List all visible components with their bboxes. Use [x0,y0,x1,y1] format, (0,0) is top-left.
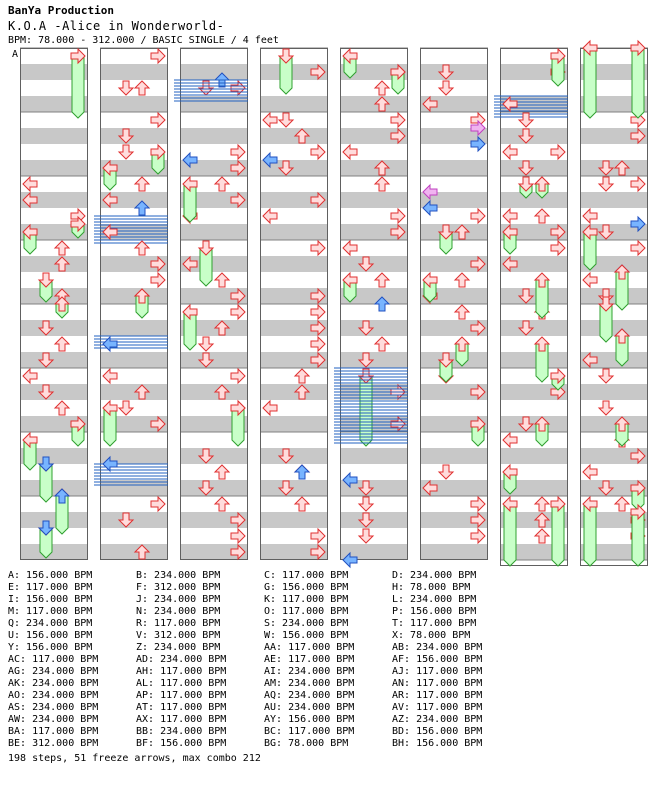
bpm-entry: AJ: 117.000 BPM [392,666,483,677]
beat-stripe [420,448,488,464]
beat-stripe [100,288,168,304]
beat-stripe [500,448,568,464]
beat-stripe [500,128,568,144]
bpm-entry: B: 234.000 BPM [136,570,221,581]
beat-stripe [100,512,168,528]
beat-stripe [260,416,328,432]
bpm-entry: AC: 117.000 BPM [8,654,99,665]
bpm-entry: AU: 234.000 BPM [264,702,355,713]
beat-stripe [500,160,568,176]
beat-stripe [100,128,168,144]
beat-stripe [20,288,88,304]
beat-stripe [580,160,648,176]
beat-stripe [260,224,328,240]
bpm-entry: BH: 156.000 BPM [392,738,483,749]
bpm-entry: AI: 234.000 BPM [264,666,355,677]
freeze-arrow [632,48,644,118]
header-producer: BanYa Production [8,4,114,17]
freeze-arrow [584,504,596,566]
bpm-entry: AO: 234.000 BPM [8,690,99,701]
bpm-entry: K: 117.000 BPM [264,594,349,605]
beat-stripe [500,416,568,432]
beat-stripe [580,416,648,432]
beat-stripe [260,256,328,272]
beat-stripe [340,96,408,112]
beat-stripe [180,480,248,496]
beat-stripe [500,288,568,304]
beat-stripe [180,128,248,144]
bpm-entry: P: 156.000 BPM [392,606,477,617]
beat-stripe [180,448,248,464]
bpm-entry: BG: 78.000 BPM [264,738,349,749]
beat-stripe [20,512,88,528]
beat-stripe [260,384,328,400]
beat-stripe [100,352,168,368]
bpm-entry: F: 312.000 BPM [136,582,221,593]
bpm-entry: AR: 117.000 BPM [392,690,483,701]
bpm-entry: AG: 234.000 BPM [8,666,99,677]
bpm-entry: AF: 156.000 BPM [392,654,483,665]
bpm-entry: O: 117.000 BPM [264,606,349,617]
bpm-entry: X: 78.000 BPM [392,630,471,641]
bpm-entry: AZ: 234.000 BPM [392,714,483,725]
beat-stripe [20,128,88,144]
beat-stripe [180,352,248,368]
beat-stripe [500,192,568,208]
beat-stripe [340,320,408,336]
bpm-entry: AQ: 234.000 BPM [264,690,355,701]
freeze-arrow [632,512,644,566]
chart-info: BPM: 78.000 - 312.000 / BASIC SINGLE / 4 feet [8,35,279,46]
beat-stripe [580,384,648,400]
beat-stripe [420,160,488,176]
beat-stripe [580,320,648,336]
beat-stripe [500,320,568,336]
beat-stripe [20,480,88,496]
bpm-entry: C: 117.000 BPM [264,570,349,581]
beat-stripe [260,512,328,528]
bpm-entry: AS: 234.000 BPM [8,702,99,713]
beat-stripe [340,448,408,464]
beat-stripe [500,352,568,368]
beat-stripe [580,288,648,304]
bpm-entry: W: 156.000 BPM [264,630,349,641]
footer-summary: 198 steps, 51 freeze arrows, max combo 212 [8,753,261,764]
bpm-entry: Z: 234.000 BPM [136,642,221,653]
beat-stripe [340,192,408,208]
bpm-entry: AM: 234.000 BPM [264,678,355,689]
bpm-entry: R: 117.000 BPM [136,618,221,629]
beat-stripe [180,384,248,400]
bpm-entry: AE: 117.000 BPM [264,654,355,665]
bpm-entry: D: 234.000 BPM [392,570,477,581]
beat-stripe [420,224,488,240]
bpm-entry: S: 234.000 BPM [264,618,349,629]
beat-stripe [100,544,168,560]
bpm-entry: N: 234.000 BPM [136,606,221,617]
bpm-entry: T: 117.000 BPM [392,618,477,629]
bpm-entry: M: 117.000 BPM [8,606,93,617]
bpm-entry: I: 156.000 BPM [8,594,93,605]
beat-stripe [260,96,328,112]
beat-stripe [180,64,248,80]
beat-stripe [260,448,328,464]
freeze-arrow [552,504,564,566]
section-marker-a: A [12,49,19,60]
bpm-entry: Y: 156.000 BPM [8,642,93,653]
bpm-entry: AY: 156.000 BPM [264,714,355,725]
freeze-arrow [584,48,596,118]
bpm-entry: H: 78.000 BPM [392,582,471,593]
beat-stripe [100,96,168,112]
beat-stripe [340,512,408,528]
bpm-entry: AW: 234.000 BPM [8,714,99,725]
beat-stripe [20,160,88,176]
beat-stripe [100,384,168,400]
beat-stripe [580,192,648,208]
freeze-arrow [72,56,84,118]
bpm-entry: AX: 117.000 BPM [136,714,227,725]
beat-stripe [420,544,488,560]
beat-stripe [340,352,408,368]
bpm-entry: AP: 117.000 BPM [136,690,227,701]
bpm-entry: V: 312.000 BPM [136,630,221,641]
bpm-entry: E: 117.000 BPM [8,582,93,593]
bpm-entry: Q: 234.000 BPM [8,618,93,629]
bpm-entry: AB: 234.000 BPM [392,642,483,653]
beat-stripe [100,320,168,336]
bpm-entry: AD: 234.000 BPM [136,654,227,665]
bpm-entry: BB: 234.000 BPM [136,726,227,737]
bpm-entry: BD: 156.000 BPM [392,726,483,737]
beat-stripe [20,320,88,336]
beat-stripe [20,256,88,272]
bpm-entry: AT: 117.000 BPM [136,702,227,713]
bpm-entry: AN: 117.000 BPM [392,678,483,689]
bpm-entry: J: 234.000 BPM [136,594,221,605]
freeze-arrow [504,504,516,566]
beat-stripe [180,224,248,240]
beat-stripe [260,128,328,144]
beat-stripe [420,352,488,368]
bpm-entry: A: 156.000 BPM [8,570,93,581]
beat-stripe [20,352,88,368]
bpm-entry: L: 234.000 BPM [392,594,477,605]
beat-stripe [260,480,328,496]
bpm-entry: U: 156.000 BPM [8,630,93,641]
beat-stripe [420,64,488,80]
bpm-entry: AK: 234.000 BPM [8,678,99,689]
bpm-entry: G: 156.000 BPM [264,582,349,593]
bpm-entry: BE: 312.000 BPM [8,738,99,749]
bpm-entry: BF: 156.000 BPM [136,738,227,749]
bpm-entry: BC: 117.000 BPM [264,726,355,737]
bpm-entry: AV: 117.000 BPM [392,702,483,713]
beat-stripe [340,160,408,176]
beat-stripe [100,64,168,80]
bpm-entry: AL: 117.000 BPM [136,678,227,689]
beat-stripe [340,256,408,272]
beat-stripe [20,544,88,560]
beat-stripe [20,384,88,400]
song-title: K.O.A -Alice in Wonderworld- [8,19,225,33]
bpm-entry: AH: 117.000 BPM [136,666,227,677]
bpm-entry: AA: 117.000 BPM [264,642,355,653]
bpm-entry: BA: 117.000 BPM [8,726,99,737]
